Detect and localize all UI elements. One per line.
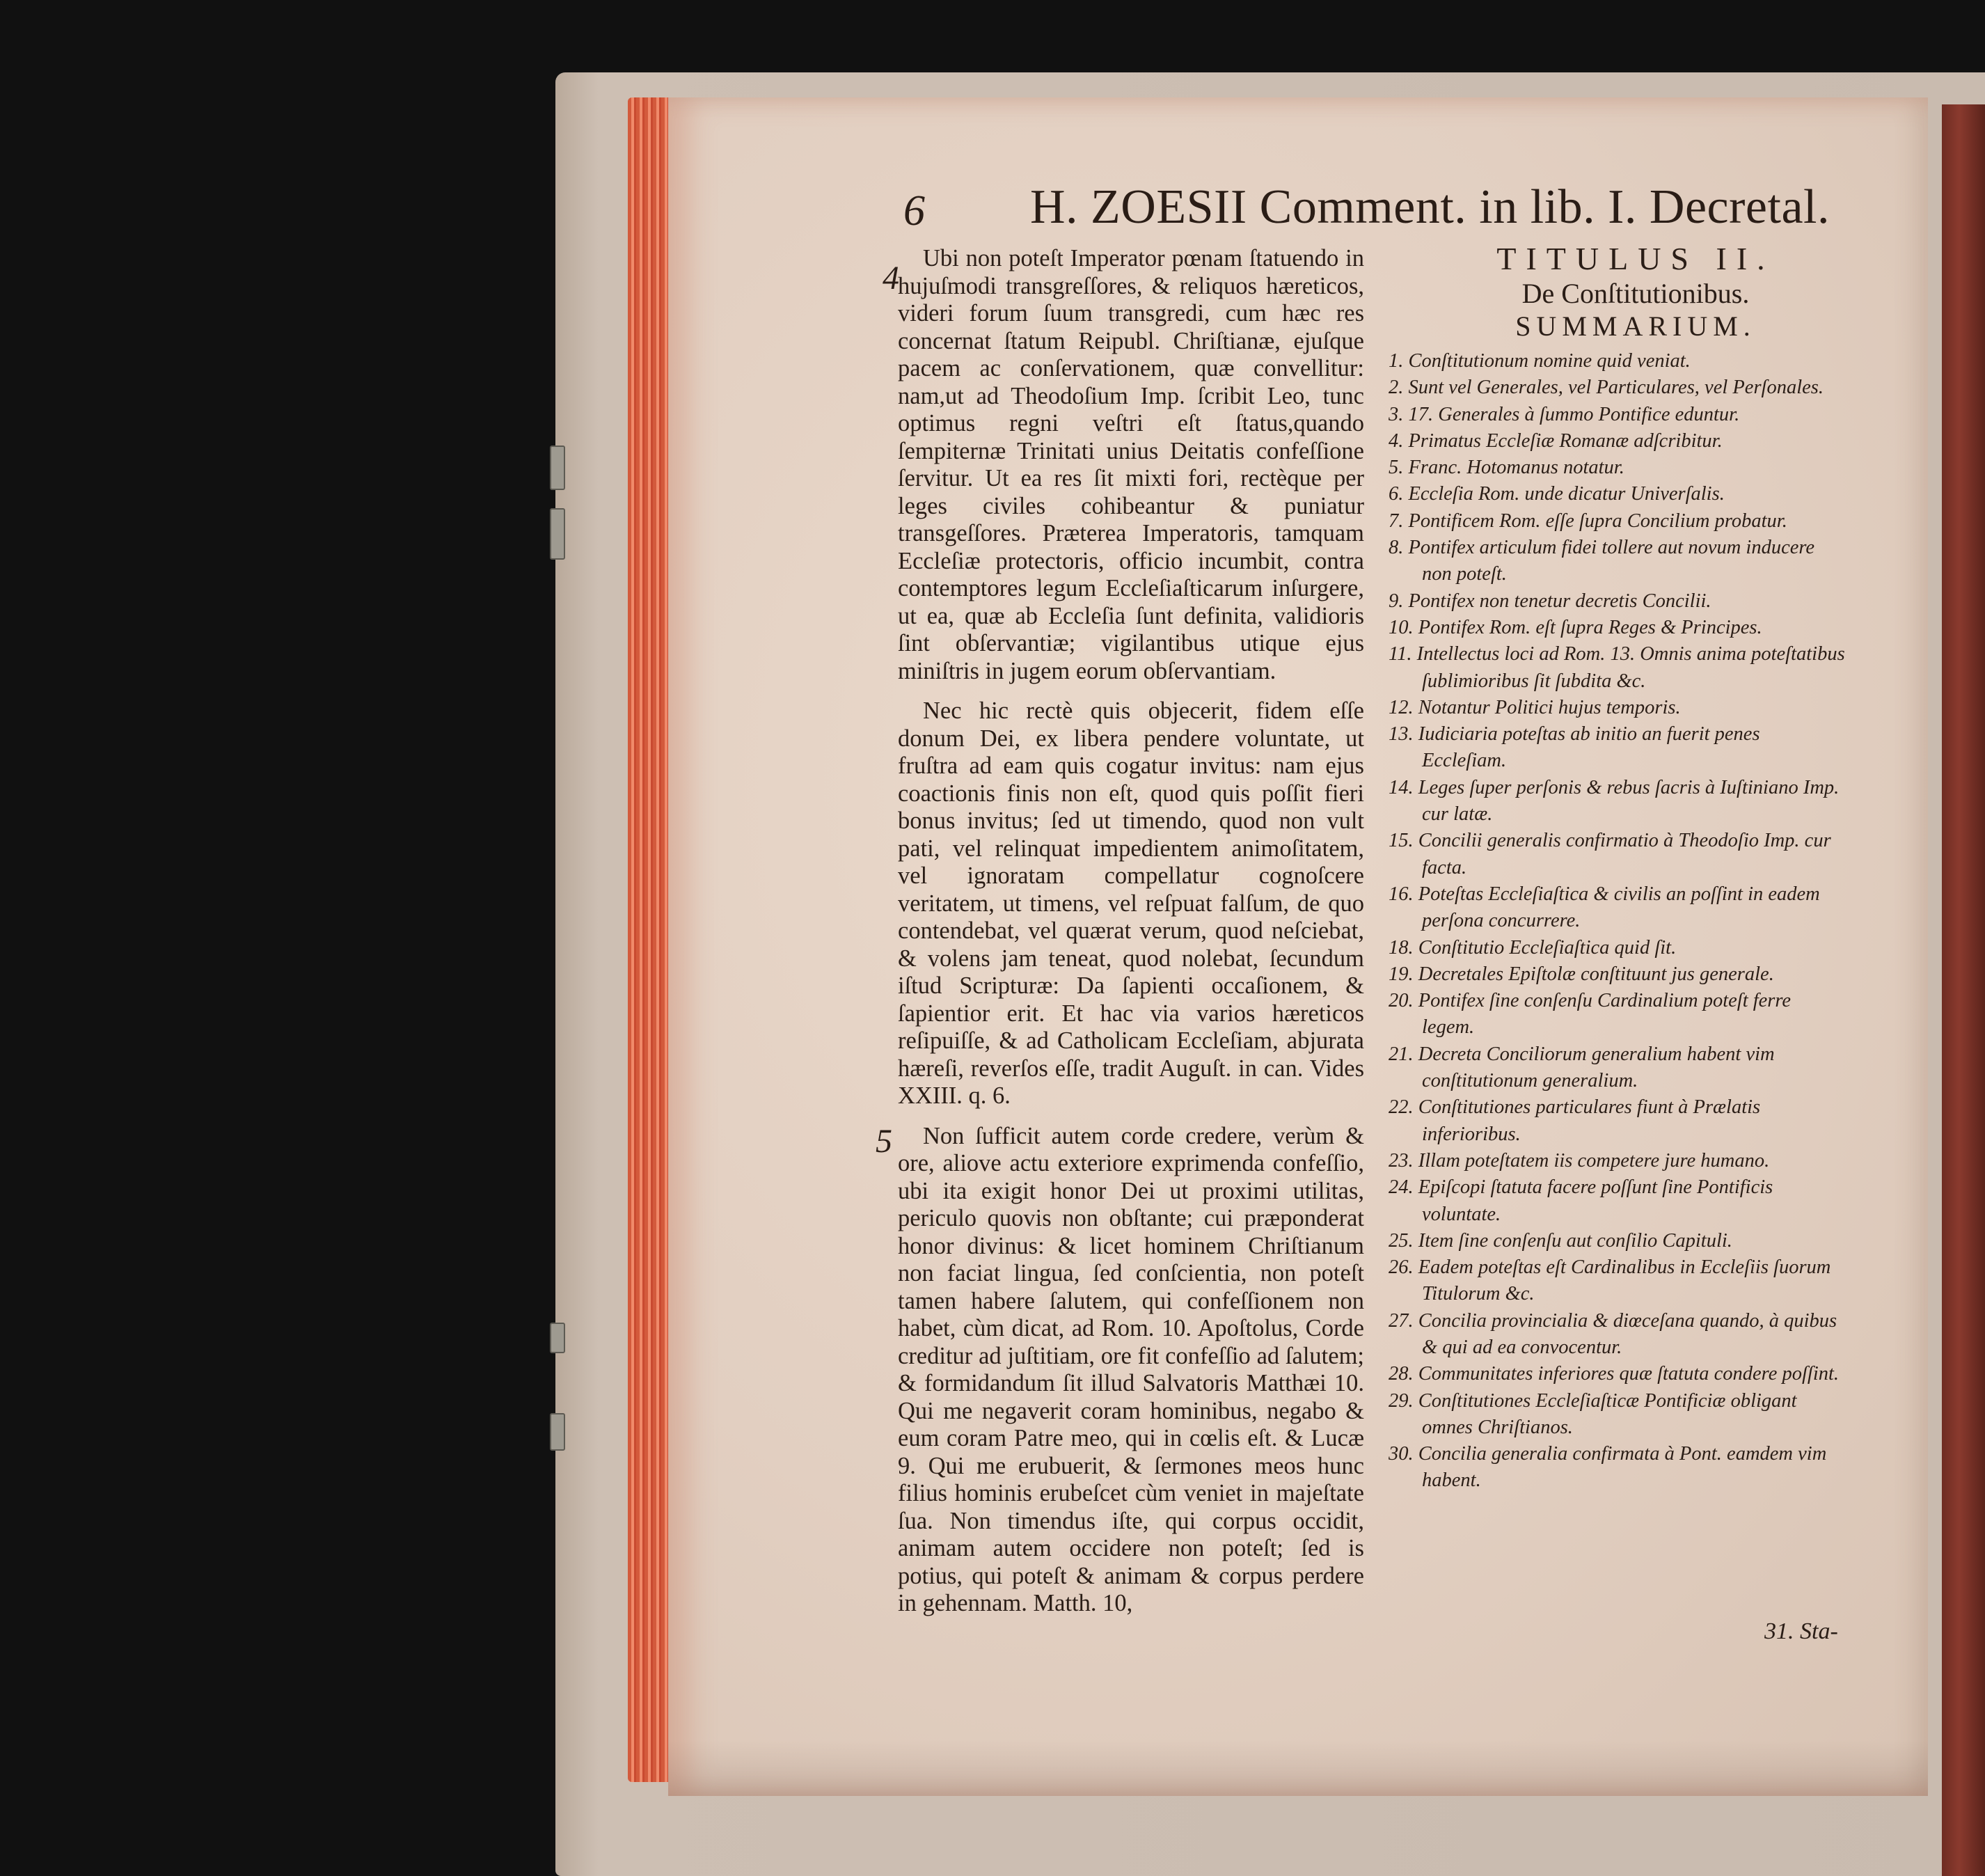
list-item: 25. Item ſine conſenſu aut conſilio Capituli. (1389, 1229, 1732, 1252)
paragraph: Ubi non poteſt Imperator pœnam ſtatuendo in hujuſmodi transgreſſores, & reliquos hæreticos, videri forum ſuum transgredi, cum hæc res concernat ſtatum Reipubl. Chriſtianæ, ejuſque pacem ac conſervationem, quæ convellitur: nam,ut ad Theodoſium Imp. ſcribit Leo, tunc optimus regni veſtri eſt ſtatus,quando ſempiternæ Trinitati unius Deitatis confeſſione ſervitur. Ut ea res ſit mixti fori, rectèque per leges civiles cohibeantur & puniatur transgeſſores. Præterea Imperatoris, tamquam Eccleſiæ protectoris, officio incumbit, contra contemptores legum Eccleſiaſticarum inſurgere, ut ea, quæ ab Eccleſia ſunt definita, validioris ſint obſervantiæ; vigilantibus utique ejus miniſtris in jugem eorum obſervantiam. (898, 245, 1364, 684)
titulus-subtitle: De Conſtitutionibus. (1521, 278, 1750, 309)
titulus-heading: TITULUS II. (1496, 241, 1775, 276)
margin-number-5: 5 (876, 1123, 892, 1160)
list-item: 29. Conſtitutiones Eccleſiaſticæ Pontificiæ obligant omnes Chriſtianos. (1389, 1389, 1797, 1438)
list-item: 12. Notantur Politici hujus temporis. (1389, 696, 1681, 718)
list-item: 27. Concilia provincialia & diœceſana quando, à quibus & qui ad ea convocentur. (1389, 1309, 1837, 1358)
list-item: 26. Eadem poteſtas eſt Cardinalibus in Eccleſiis ſuorum Titulorum &c. (1389, 1256, 1831, 1305)
list-item: 28. Communitates inferiores quæ ſtatuta condere poſſint. (1389, 1363, 1840, 1385)
list-item: 5. Franc. Hotomanus notatur. (1389, 457, 1624, 479)
summary-list (1389, 348, 1848, 1495)
list-item: 20. Pontifex ſine conſenſu Cardinalium poteſt ferre legem. (1389, 990, 1792, 1039)
list-item: 13. Iudiciaria poteſtas ab initio an fuerit penes Eccleſiam. (1389, 723, 1760, 772)
margin-number-4: 4 (883, 260, 899, 297)
list-item: 21. Decreta Conciliorum generalium habent vim conſtitutionum generalium. (1389, 1043, 1775, 1092)
list-item: 8. Pontifex articulum fidei tollere aut novum inducere non poteſt. (1389, 537, 1815, 585)
summarium-heading: SUMMARIUM. (1515, 310, 1756, 342)
list-item: 10. Pontifex Rom. eſt ſupra Reges & Principes. (1389, 616, 1762, 638)
clasp-upper (550, 446, 565, 490)
list-item: 30. Concilia generalia confirmata à Pont. eamdem vim habent. (1389, 1443, 1827, 1492)
clasp-bottom (550, 1413, 565, 1451)
facing-page-edge (1942, 104, 1985, 1876)
list-item: 11. Intellectus loci ad Rom. 13. Omnis anima poteſtatibus ſublimioribus ſit ſubdita &c. (1389, 643, 1845, 692)
list-item: 7. Pontificem Rom. eſſe ſupra Concilium probatur. (1389, 510, 1787, 532)
list-item: 16. Poteſtas Eccleſiaſtica & civilis an poſſint in eadem perſona concurrere. (1389, 883, 1820, 932)
list-item: 1. Conſtitutionum nomine quid veniat. (1389, 350, 1691, 372)
running-head: H. ZOESII Comment. in lib. I. Decretal. (1030, 180, 1830, 234)
list-item: 14. Leges ſuper perſonis & rebus ſacris à Iuſtiniano Imp. cur latæ. (1389, 776, 1840, 826)
left-text-column (898, 245, 1364, 1630)
list-item: 22. Conſtitutiones particulares fiunt à Prælatis inferioribus. (1389, 1096, 1761, 1145)
list-item: 15. Concilii generalis confirmatio à Theodoſio Imp. cur facta. (1389, 830, 1831, 878)
list-item: 2. Sunt vel Generales, vel Particulares, vel Perſonales. (1389, 377, 1824, 399)
list-item: 9. Pontifex non tenetur decretis Concilii. (1389, 590, 1711, 612)
page-number: 6 (903, 187, 925, 235)
list-item: 24. Epiſcopi ſtatuta facere poſſunt ſine Pontificis voluntate. (1389, 1176, 1773, 1225)
catchword: 31. Sta- (1764, 1618, 1838, 1644)
paragraph: Nec hic rectè quis objecerit, fidem eſſe donum Dei, ex libera pendere voluntate, ut fruſtra ad eam quis cogatur invitus: nam ejus coactionis finis non eſt, quod quis poſſit fieri bonus invitus; ſed ut timendo, quod non vult pati, vel relinquat impedientem animoſitatem, vel ignoratam compellatur cognoſcere veritatem, ut timens, vel reſpuat falſum, de quo contendebat, vel quærat verum, quod neſciebat, & volens jam teneat, quod nolebat, ſecundum iſtud Scripturæ: Da ſapienti occaſionem, & ſapientior erit. Et hac via varios hæreticos reſipuiſſe, & ad Catholicam Eccleſiam, abjurata hæreſi, reverſos eſſe, tradit Auguſt. in can. Vides XXIII. q. 6. (898, 697, 1364, 1109)
list-item: 3. 17. Generales à ſummo Pontifice eduntur. (1389, 403, 1740, 425)
clasp-lower (550, 1323, 565, 1353)
paragraph: Non ſufficit autem corde credere, verùm & ore, aliove actu exteriore exprimenda confeſſio, ubi ita exigit honor Dei ut proximi utilitas, periculo quovis non obſtante; cui præponderat honor divinus: & licet hominem Chriſtianum non faciat lingua, ſed conſcientia, non poteſt tamen habere ſalutem, qui confeſſionem non habet, cùm dicat, ad Rom. 10. Apoſtolus, Corde creditur ad juſtitiam, ore fit confeſſio ad ſalutem; & formidandum ſit illud Salvatoris Matthæi 10. Qui me negaverit coram hominibus, negabo & eum coram Patre meo, qui in cœlis eſt. & Lucæ 9. Qui me erubuerit, & ſermones meos hunc filius hominis erubeſcet cùm veniet in majeſtate ſua. Non timendus iſte, qui corpus occidit, animam autem occidere non poteſt; ſed is potius, qui poteſt & animam & corpus perdere in gehennam. Matth. 10, (898, 1122, 1364, 1616)
list-item: 18. Conſtitutio Eccleſiaſtica quid ſit. (1389, 936, 1677, 959)
title-block (1392, 241, 1879, 342)
clasp-upper-lower (550, 508, 565, 560)
list-item: 19. Decretales Epiſtolæ conſtituunt jus generale. (1389, 963, 1774, 985)
page-shadow (668, 1740, 1928, 1796)
list-item: 23. Illam poteſtatem iis competere jure humano. (1389, 1149, 1770, 1172)
list-item: 4. Primatus Eccleſiæ Romanæ adſcribitur. (1389, 429, 1723, 452)
list-item: 6. Eccleſia Rom. unde dicatur Univerſalis. (1389, 483, 1725, 505)
